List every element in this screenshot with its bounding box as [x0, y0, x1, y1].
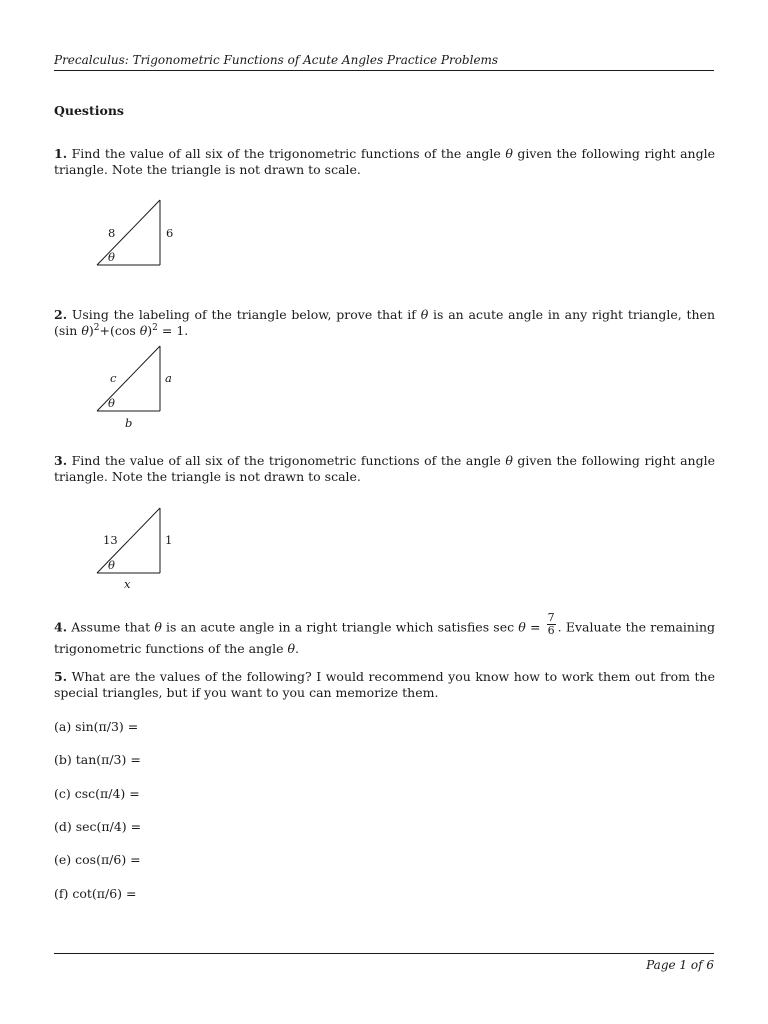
hypotenuse-label: 8 [108, 226, 116, 240]
footer-rule [54, 953, 714, 954]
question-number: 5. [54, 669, 68, 684]
question-4 [54, 611, 715, 658]
fraction [547, 612, 556, 636]
question-text: . [295, 641, 299, 657]
sub-question-d: (d) sec(π/4) = [54, 819, 142, 834]
sub-question-c: (c) csc(π/4) = [54, 786, 140, 801]
question-number: 3. [54, 453, 68, 468]
question-text: is an acute angle in any right triangle, then (sin [54, 307, 716, 339]
question-text: Using the labeling of the triangle below, prove that if [67, 307, 421, 322]
question-text: given the following right angle triangle. Note the triangle is not drawn to scale. [54, 453, 716, 485]
theta-symbol: θ [518, 619, 526, 635]
hypotenuse-label: c [110, 371, 117, 385]
sub-question-f: (f) cot(π/6) = [54, 886, 137, 901]
question-text: Assume that [67, 619, 155, 635]
question-text: Find the value of all six of the trigonometric functions of the angle [67, 146, 506, 161]
theta-symbol: θ [505, 146, 513, 161]
exponent: 2 [152, 323, 158, 334]
theta-symbol: θ [420, 307, 429, 322]
question-number: 4. [54, 619, 68, 635]
hypotenuse-label: 13 [103, 533, 118, 547]
question-3 [54, 453, 715, 486]
theta-symbol: θ [139, 323, 148, 339]
question-number: 1. [54, 146, 68, 161]
question-number: 2. [54, 307, 68, 322]
question-2 [54, 307, 715, 340]
sub-question-b: (b) tan(π/3) = [54, 752, 141, 767]
exponent: 2 [93, 323, 100, 334]
adjacent-label: b [125, 416, 133, 430]
running-header: Precalculus: Trigonometric Functions of Acute Angles Practice Problems [54, 53, 499, 67]
page-number: Page 1 of 6 [646, 958, 714, 972]
question-text: given the following right angle triangle. Note the triangle is not drawn to scale. [54, 146, 716, 178]
adjacent-label: x [124, 577, 131, 591]
question-1 [54, 146, 715, 179]
question-5 [54, 669, 715, 702]
question-text: ) [88, 323, 94, 339]
question-text: is an acute angle in a right triangle which satisfies sec [161, 619, 519, 635]
triangle-figure-3 [90, 503, 190, 595]
question-text: +(cos [99, 323, 140, 339]
fraction-denominator: 6 [547, 623, 555, 637]
question-text: = 1. [157, 323, 189, 339]
opposite-label: 1 [165, 533, 173, 547]
triangle-figure-1 [90, 195, 190, 275]
angle-label: θ [108, 558, 115, 572]
sub-question-e: (e) cos(π/6) = [54, 852, 141, 867]
theta-symbol: θ [287, 641, 296, 657]
angle-label: θ [108, 396, 115, 410]
fraction-numerator: 7 [547, 611, 555, 624]
opposite-label: a [165, 371, 172, 385]
theta-symbol: θ [81, 323, 89, 339]
question-text: . Evaluate the remaining trigonometric functions of the angle [54, 619, 715, 657]
triangle-figure-2 [90, 341, 190, 433]
question-text: What are the values of the following? I would recommend you know how to work them out from the special triangles, but if you want to you can memorize them. [54, 669, 715, 701]
theta-symbol: θ [505, 453, 513, 468]
opposite-label: 6 [166, 226, 174, 240]
sub-question-a: (a) sin(π/3) = [54, 719, 139, 734]
section-title: Questions [54, 103, 124, 118]
question-text: = [525, 619, 545, 635]
theta-symbol: θ [154, 619, 162, 635]
question-text: ) [147, 323, 153, 339]
question-text: Find the value of all six of the trigonometric functions of the angle [67, 453, 506, 468]
header-rule [54, 70, 714, 71]
angle-label: θ [108, 250, 115, 264]
